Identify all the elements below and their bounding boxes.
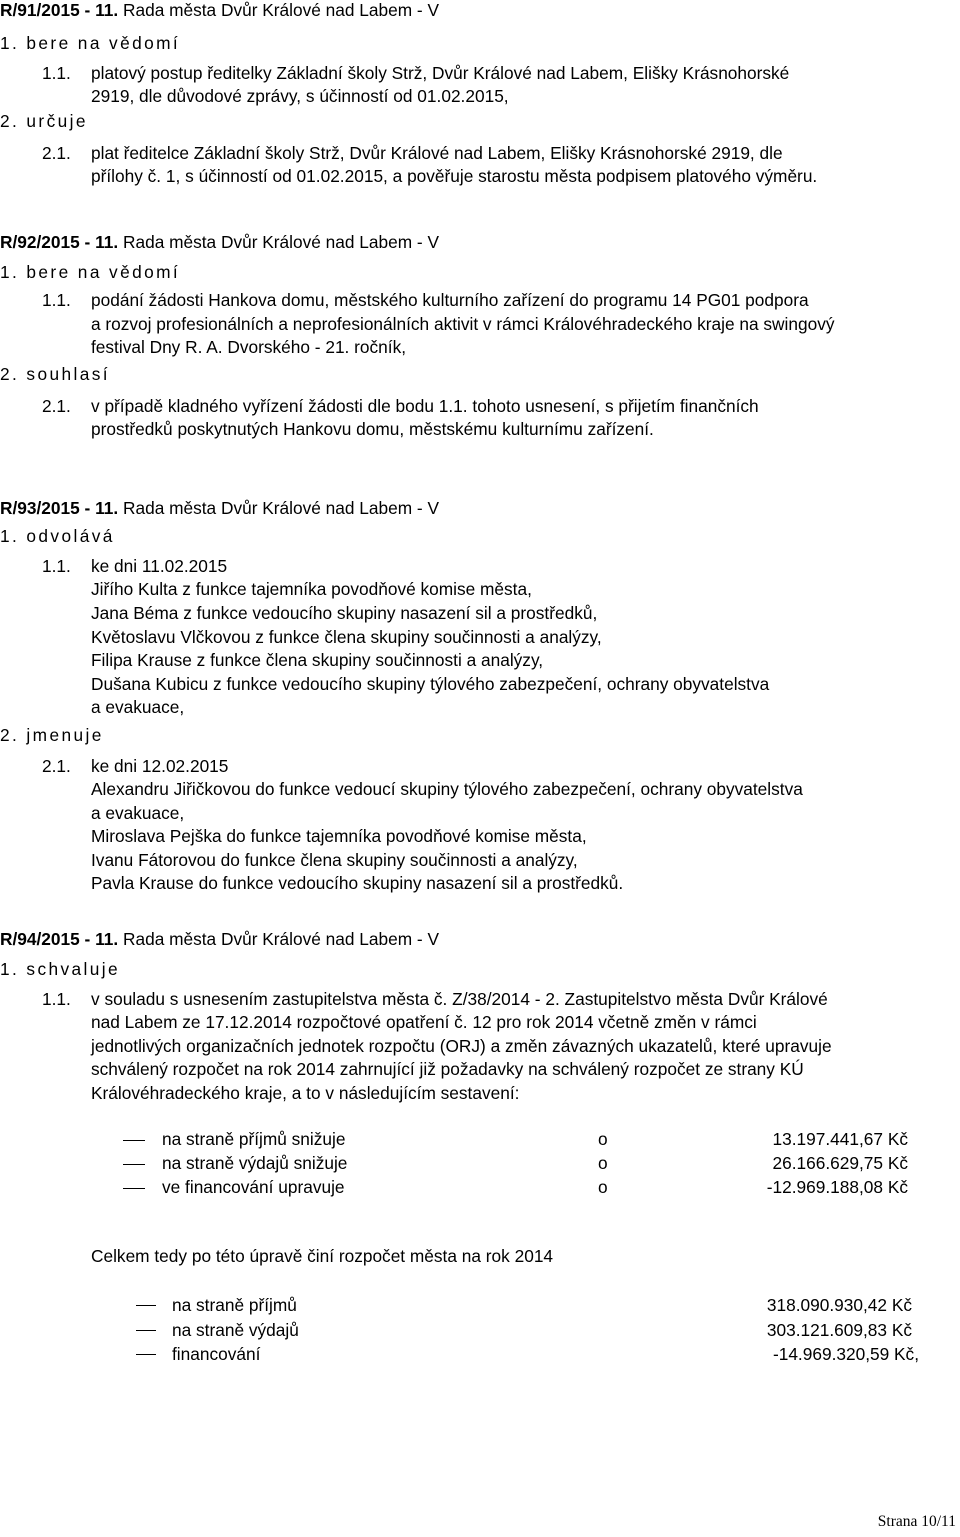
resolution-number: R/92/2015 - 11. <box>0 232 119 252</box>
change-label: na straně příjmů snižuje <box>162 1129 346 1149</box>
resolution-number: R/94/2015 - 11. <box>0 929 119 949</box>
item-text: Pavla Krause do funkce vedoucího skupiny nasazení sil a prostředků. <box>91 873 624 893</box>
summary-intro: Celkem tedy po této úpravě činí rozpočet města na rok 2014 <box>91 1246 554 1266</box>
item-number: 1.1. <box>42 556 71 576</box>
list-dash <box>123 1188 145 1189</box>
resolution-heading-text: Rada města Dvůr Králové nad Labem - V <box>118 0 440 20</box>
change-o: o <box>598 1177 608 1197</box>
resolution-heading-text: Rada města Dvůr Králové nad Labem - V <box>118 929 440 949</box>
resolution-heading-r91 <box>0 0 439 20</box>
section-label: 1. bere na vědomí <box>0 262 181 282</box>
item-date: ke dni 12.02.2015 <box>91 756 229 776</box>
item-text: přílohy č. 1, s účinností od 01.02.2015, a pověřuje starostu města podpisem platového výměru. <box>91 166 818 186</box>
resolution-number: R/91/2015 - 11. <box>0 0 119 20</box>
item-text: plat ředitelce Základní školy Strž, Dvůr Králové nad Labem, Elišky Krásnohorské 2919, dle <box>91 143 783 163</box>
total-label: na straně příjmů <box>172 1295 297 1315</box>
list-dash <box>123 1140 145 1141</box>
item-number: 2.1. <box>42 143 71 163</box>
resolution-heading-r92 <box>0 232 439 252</box>
item-text: platový postup ředitelky Základní školy Strž, Dvůr Králové nad Labem, Elišky Krásnohorské <box>91 63 790 83</box>
change-label: ve financování upravuje <box>162 1177 345 1197</box>
resolution-number: R/93/2015 - 11. <box>0 498 119 518</box>
section-label: 2. souhlasí <box>0 364 110 384</box>
item-number: 1.1. <box>42 290 71 310</box>
item-text: Filipa Krause z funkce člena skupiny součinnosti a analýzy, <box>91 650 544 670</box>
item-text: a evakuace, <box>91 803 185 823</box>
list-dash <box>123 1164 145 1165</box>
item-text: Miroslava Pejška do funkce tajemníka povodňové komise města, <box>91 826 587 846</box>
change-amount: -12.969.188,08 Kč <box>766 1177 908 1197</box>
item-text: podání žádosti Hankova domu, městského kulturního zařízení do programu 14 PG01 podpora <box>91 290 809 310</box>
item-text: Jana Béma z funkce vedoucího skupiny nasazení sil a prostředků, <box>91 603 598 623</box>
resolution-heading-text: Rada města Dvůr Králové nad Labem - V <box>118 498 440 518</box>
item-text: 2919, dle důvodové zprávy, s účinností od 01.02.2015, <box>91 86 509 106</box>
change-o: o <box>598 1153 608 1173</box>
section-label: 1. schvaluje <box>0 959 121 979</box>
change-amount: 26.166.629,75 Kč <box>772 1153 908 1173</box>
item-text: Královéhradeckého kraje, a to v následujícím sestavení: <box>91 1083 520 1103</box>
change-label: na straně výdajů snižuje <box>162 1153 348 1173</box>
change-amount: 13.197.441,67 Kč <box>772 1129 908 1149</box>
item-text: festival Dny R. A. Dvorského - 21. ročník, <box>91 337 407 357</box>
item-number: 2.1. <box>42 396 71 416</box>
section-label: 1. bere na vědomí <box>0 33 181 53</box>
item-text: Dušana Kubicu z funkce vedoucího skupiny týlového zabezpečení, ochrany obyvatelstva <box>91 674 770 694</box>
item-text: schválený rozpočet na rok 2014 zahrnující již požadavky na schválený rozpočet ze strany KÚ <box>91 1059 804 1079</box>
item-text: a rozvoj profesionálních a neprofesionálních aktivit v rámci Královéhradeckého kraje na swingový <box>91 314 835 334</box>
item-number: 2.1. <box>42 756 71 776</box>
section-label: 2. jmenuje <box>0 725 104 745</box>
item-text: v souladu s usnesením zastupitelstva města č. Z/38/2014 - 2. Zastupitelstvo města Dvůr Králové <box>91 989 828 1009</box>
section-label: 2. určuje <box>0 111 88 131</box>
list-dash <box>136 1305 156 1306</box>
item-number: 1.1. <box>42 989 71 1009</box>
item-text: jednotlivých organizačních jednotek rozpočtu (ORJ) a změn závazných ukazatelů, které upravuje <box>91 1036 832 1056</box>
total-label: na straně výdajů <box>172 1320 299 1340</box>
resolution-heading-r94 <box>0 929 439 949</box>
resolution-heading-text: Rada města Dvůr Králové nad Labem - V <box>118 232 440 252</box>
change-o: o <box>598 1129 608 1149</box>
item-date: ke dni 11.02.2015 <box>91 556 228 576</box>
item-text: Ivanu Fátorovou do funkce člena skupiny součinnosti a analýzy, <box>91 850 578 870</box>
list-dash <box>136 1354 156 1355</box>
page-number: Strana 10/11 <box>877 1513 956 1530</box>
item-text: prostředků poskytnutých Hankovu domu, městskému kulturnímu zařízení. <box>91 419 654 439</box>
item-number: 1.1. <box>42 63 71 83</box>
section-label: 1. odvolává <box>0 526 115 546</box>
list-dash <box>136 1330 156 1331</box>
item-text: v případě kladného vyřízení žádosti dle bodu 1.1. tohoto usnesení, s přijetím finančních <box>91 396 759 416</box>
resolution-heading-r93 <box>0 498 439 518</box>
total-label: financování <box>172 1344 261 1364</box>
item-text: Květoslavu Vlčkovou z funkce člena skupiny součinnosti a analýzy, <box>91 627 602 647</box>
total-amount: -14.969.320,59 Kč, <box>772 1344 919 1364</box>
item-text: Alexandru Jiřičkovou do funkce vedoucí skupiny týlového zabezpečení, ochrany obyvatelstva <box>91 779 803 799</box>
item-text: a evakuace, <box>91 697 185 717</box>
total-amount: 318.090.930,42 Kč <box>766 1295 912 1315</box>
total-amount: 303.121.609,83 Kč <box>766 1320 912 1340</box>
item-text: Jiřího Kulta z funkce tajemníka povodňové komise města, <box>91 579 532 599</box>
item-text: nad Labem ze 17.12.2014 rozpočtové opatření č. 12 pro rok 2014 včetně změn v rámci <box>91 1012 757 1032</box>
